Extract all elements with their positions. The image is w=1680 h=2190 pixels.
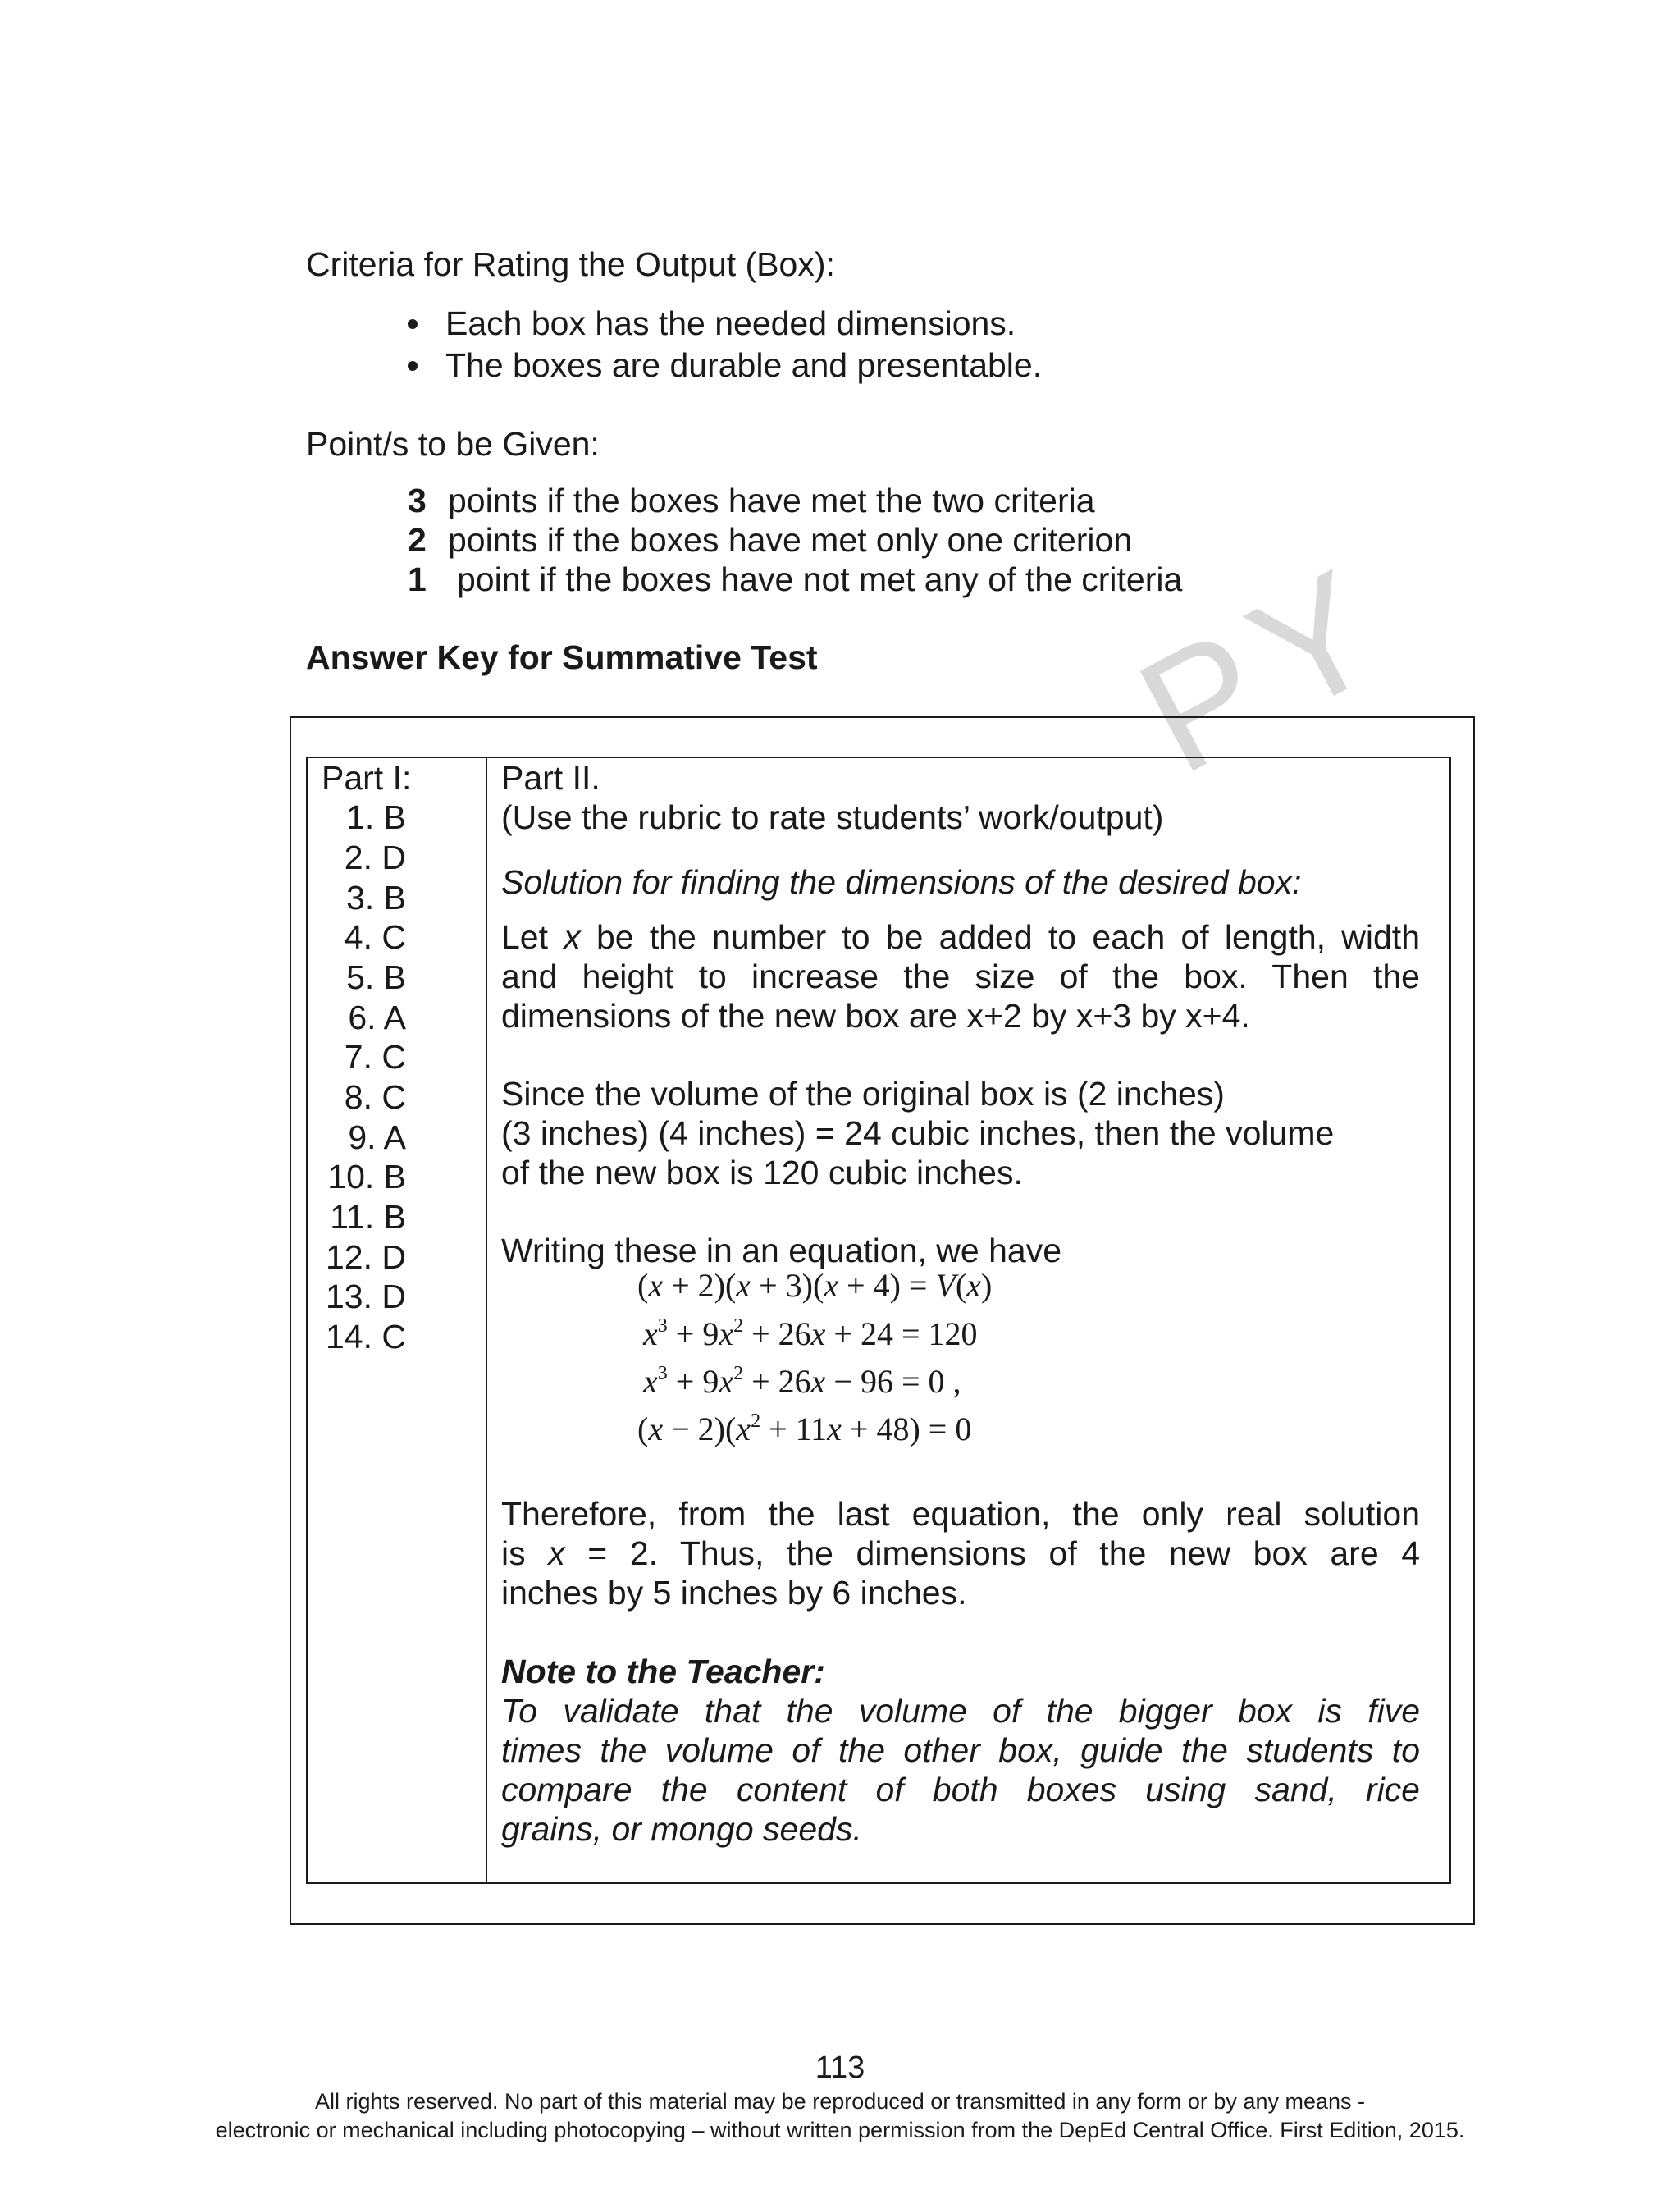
answer-item: 12. D: [326, 1238, 406, 1276]
answer-item: 7. C: [344, 1038, 406, 1076]
since-paragraph-line: Since the volume of the original box is (2 inches): [501, 1075, 1225, 1113]
answer-item: 3. B: [346, 879, 406, 917]
bullet-icon: [408, 361, 418, 371]
therefore-line: is x = 2. Thus, the dimensions of the new box are 4: [501, 1534, 1421, 1572]
let-paragraph-line: dimensions of the new box are x+2 by x+3 by x+4.: [501, 997, 1250, 1035]
answer-item: 4. C: [344, 918, 406, 956]
points-num: 2: [408, 521, 427, 559]
bullet-icon: [408, 319, 418, 329]
points-text: point if the boxes have not met any of the criteria: [457, 560, 1183, 598]
note-line: times the volume of the other box, guide the students to: [501, 1731, 1420, 1769]
points-num: 1: [408, 560, 427, 598]
equation-1: (x + 2)(x + 3)(x + 4) = V(x): [637, 1267, 993, 1304]
criteria-heading: Criteria for Rating the Output (Box):: [306, 245, 835, 283]
note-line: grains, or mongo seeds.: [501, 1810, 862, 1848]
points-text: points if the boxes have met only one criterion: [448, 521, 1133, 559]
answer-item: 2. D: [344, 839, 406, 876]
watermark: PY: [1112, 528, 1420, 809]
criteria-item: The boxes are durable and presentable.: [445, 346, 1043, 384]
answer-item: 11. B: [330, 1198, 406, 1236]
let-paragraph-line: Let x be the number to be added to each of length, width: [501, 918, 1420, 956]
therefore-line: inches by 5 inches by 6 inches.: [501, 1574, 967, 1612]
answer-item: 5. B: [346, 958, 406, 996]
answer-item: 6. A: [348, 999, 406, 1036]
answer-item: 14. C: [326, 1318, 406, 1356]
answer-item: 10. B: [327, 1158, 406, 1196]
since-paragraph-line: of the new box is 120 cubic inches.: [501, 1154, 1023, 1191]
answer-item: 1. B: [346, 798, 406, 836]
page-number: 113: [815, 2051, 865, 2085]
therefore-line: Therefore, from the last equation, the only real solution: [501, 1495, 1420, 1533]
points-num: 3: [408, 482, 427, 519]
footer-permission: electronic or mechanical including photocopying – without written permission from the DepEd Central Office. First Edition, 2015.: [215, 2118, 1465, 2142]
rubric-note: (Use the rubric to rate students’ work/output): [501, 798, 1164, 836]
note-title: Note to the Teacher:: [501, 1653, 825, 1690]
since-paragraph-line: (3 inches) (4 inches) = 24 cubic inches, then the volume: [501, 1114, 1335, 1152]
solution-title: Solution for finding the dimensions of the desired box:: [501, 863, 1302, 901]
equation-4: $(x - 2)(x^2 + 11x + 48) = 0$: [637, 1410, 972, 1447]
note-line: To validate that the volume of the bigger box is five: [501, 1692, 1420, 1730]
equation-2: $x^3 + 9x^2 + 26x + 24 = 120$: [643, 1315, 978, 1352]
writing-line: Writing these in an equation, we have: [501, 1232, 1062, 1269]
answer-key-title: Answer Key for Summative Test: [306, 638, 818, 676]
criteria-item: Each box has the needed dimensions.: [445, 304, 1016, 342]
points-heading: Point/s to be Given:: [306, 425, 600, 463]
answer-item: 9. A: [348, 1118, 406, 1156]
column-divider: [486, 757, 487, 1884]
equation-3: $x^3 + 9x^2 + 26x - 96 = 0$ ,: [643, 1363, 961, 1400]
let-paragraph-line: and height to increase the size of the box. Then the: [501, 958, 1420, 995]
footer-rights: All rights reserved. No part of this material may be reproduced or transmitted in any form or by any means -: [314, 2089, 1366, 2114]
answer-item: 8. C: [344, 1078, 406, 1116]
points-text: points if the boxes have met the two criteria: [448, 482, 1095, 519]
answer-item: 13. D: [326, 1278, 406, 1315]
note-line: compare the content of both boxes using sand, rice: [501, 1771, 1420, 1808]
part1-label: Part I:: [322, 759, 412, 797]
part2-label: Part II.: [501, 759, 600, 797]
